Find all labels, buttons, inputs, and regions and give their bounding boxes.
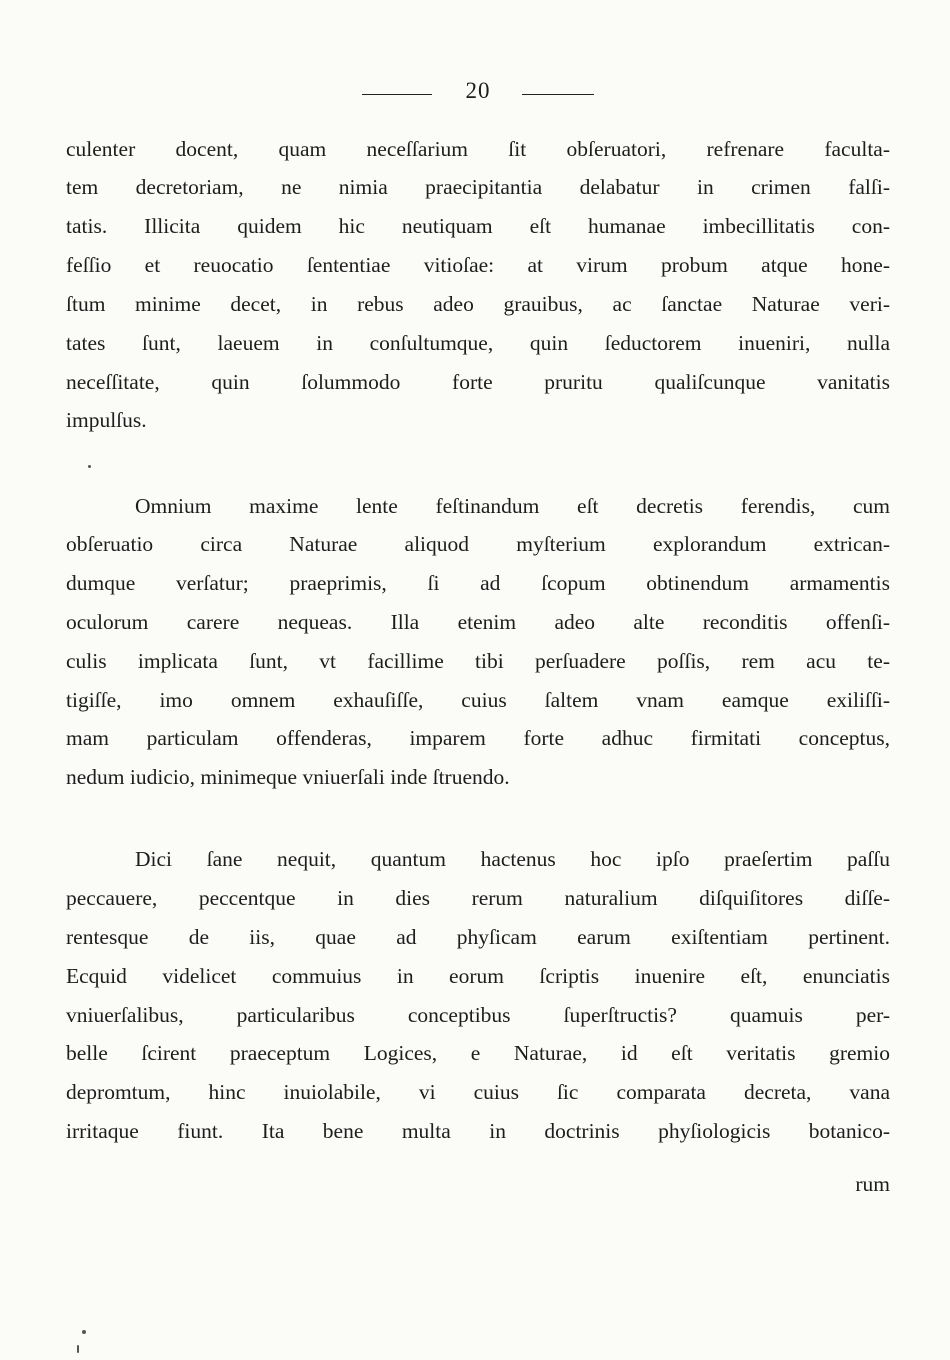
header-rule-right xyxy=(522,94,594,95)
text-line: vniuerſalibus, particularibus conceptibus ſuperſtructis? quamuis per- xyxy=(66,1003,890,1027)
text-line: culenter docent, quam neceſſarium ſit obſeruatori, refrenare faculta- xyxy=(66,137,890,161)
catchword: rum xyxy=(855,1172,890,1196)
text-line: belle ſcirent praeceptum Logices, e Naturae, id eſt veritatis gremio xyxy=(66,1041,890,1065)
text-line: tem decretoriam, ne nimia praecipitantia delabatur in crimen falſi- xyxy=(66,175,890,199)
page-number: 20 xyxy=(465,78,491,103)
text-line: tates ſunt, laeuem in conſultumque, quin ſeductorem inueniri, nulla xyxy=(66,331,890,355)
text-line: oculorum carere nequeas. Illa etenim adeo alte reconditis offenſi- xyxy=(66,610,890,634)
text-line: Omnium maxime lente feſtinandum eſt decretis ferendis, cum xyxy=(135,494,890,518)
ink-speck xyxy=(88,465,91,468)
ink-speck xyxy=(77,1345,79,1353)
text-line: depromtum, hinc inuiolabile, vi cuius ſic comparata decreta, vana xyxy=(66,1080,890,1104)
text-line: obſeruatio circa Naturae aliquod myſterium explorandum extrican- xyxy=(66,532,890,556)
text-line: feſſio et reuocatio ſententiae vitioſae: at virum probum atque hone- xyxy=(66,253,890,277)
text-line: tigiſſe, imo omnem exhauſiſſe, cuius ſaltem vnam eamque exiliſſi- xyxy=(66,688,890,712)
text-line: culis implicata ſunt, vt facillime tibi perſuadere poſſis, rem acu te- xyxy=(66,649,890,673)
text-line: mam particulam offenderas, imparem forte adhuc firmitati conceptus, xyxy=(66,726,890,750)
header-rule-left xyxy=(362,94,432,95)
text-line: peccauere, peccentque in dies rerum naturalium diſquiſitores diſſe- xyxy=(66,886,890,910)
text-line: irritaque fiunt. Ita bene multa in doctrinis phyſiologicis botanico- xyxy=(66,1119,890,1143)
text-line: neceſſitate, quin ſolummodo forte pruritu qualiſcunque vanitatis xyxy=(66,370,890,394)
text-line: Ecquid videlicet commuius in eorum ſcriptis inuenire eſt, enunciatis xyxy=(66,964,890,988)
text-line: nedum iudicio, minimeque vniuerſali inde ſtruendo. xyxy=(66,765,510,789)
ink-speck xyxy=(82,1330,86,1334)
page-header xyxy=(0,78,950,108)
text-line: dumque verſatur; praeprimis, ſi ad ſcopum obtinendum armamentis xyxy=(66,571,890,595)
text-line: tatis. Illicita quidem hic neutiquam eſt humanae imbecillitatis con- xyxy=(66,214,890,238)
text-line: ſtum minime decet, in rebus adeo grauibus, ac ſanctae Naturae veri- xyxy=(66,292,890,316)
text-line: impulſus. xyxy=(66,408,147,432)
text-line: Dici ſane nequit, quantum hactenus hoc ipſo praeſertim paſſu xyxy=(135,847,890,871)
text-line: rentesque de iis, quae ad phyſicam earum exiſtentiam pertinent. xyxy=(66,925,890,949)
